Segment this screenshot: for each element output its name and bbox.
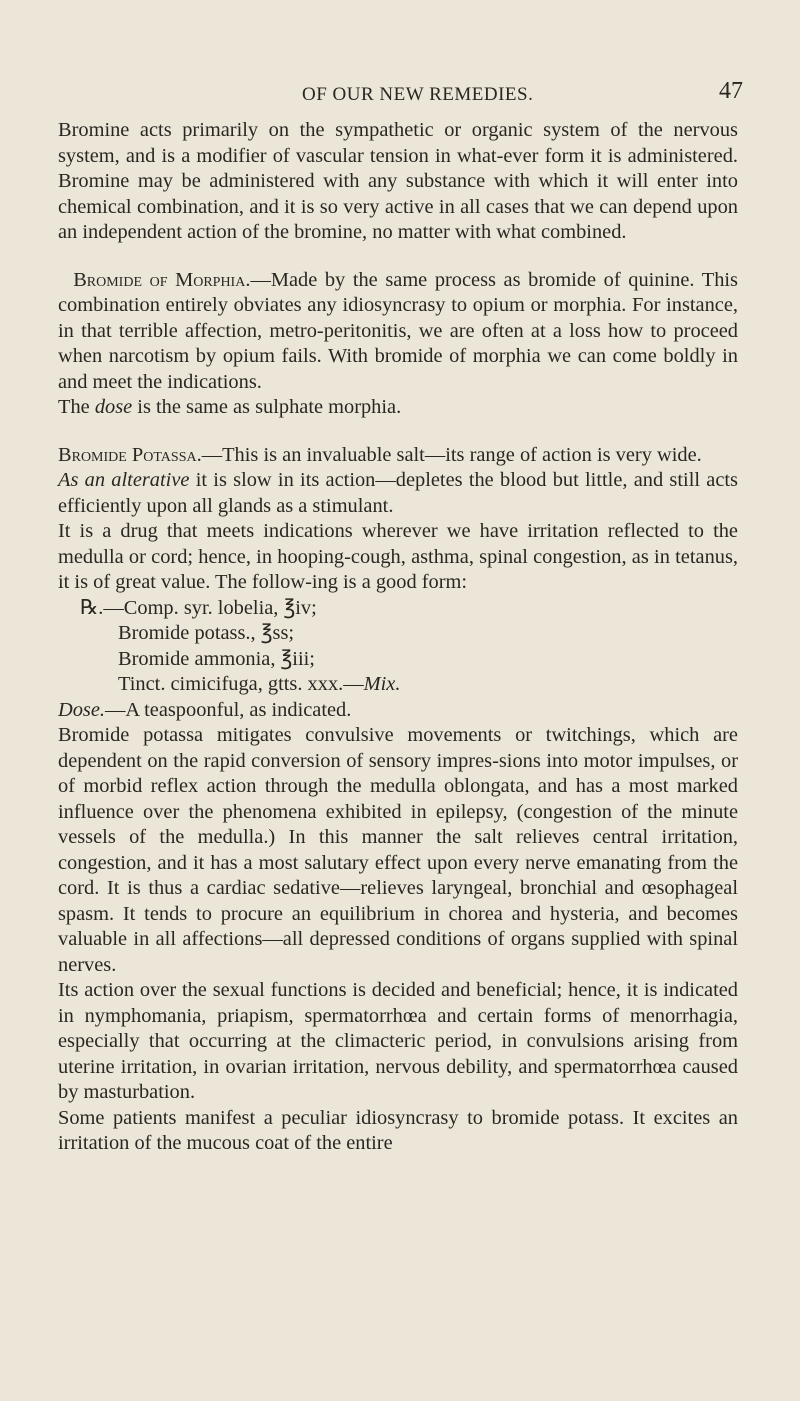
prescription-line-1: ℞.—Comp. syr. lobelia, ℥iv; (80, 596, 317, 619)
paragraph-bromine: Bromine acts primarily on the sympathetic or organic system of the nervous system, and is a modifier of vascular tension in what-ever form it is administered. Bromine may be administered with any substance with which it will enter into chemical combination, and it is so very active in all cases that we can depend upon an independent action of the bromine, no matter with what combined. (58, 119, 738, 243)
prescription-line-3: Bromide ammonia, ℥iii; (118, 647, 315, 670)
morphia-dose-suffix: is the same as sulphate morphia. (132, 396, 402, 418)
running-title: OF OUR NEW REMEDIES. (302, 84, 534, 105)
alterative-text: it is slow in its action—depletes the blood but little, and still acts efficiently upon all glands as a stimulant. (58, 469, 738, 517)
paragraph-alterative (58, 468, 738, 519)
morphia-dose-word: dose (94, 396, 133, 418)
prescription-mix: Mix. (363, 673, 401, 695)
paragraph-sexual: Its action over the sexual functions is decided and beneficial; hence, it is indicated in nymphomania, priapism, spermatorrhœa and certain forms of menorrhagia, especially that occurring at the climacteric period, in convulsions arising from uterine irritation, in ovarian irritation, nervous debility, and spermatorrhœa caused by masturbation. (58, 979, 738, 1103)
body-text (58, 118, 738, 1157)
paragraph-convulsive: Bromide potassa mitigates convulsive movements or twitchings, which are dependent on the rapid conversion of sensory impres-sions into motor impulses, or of morbid reflex action through the medulla oblongata, and has a most marked influence over the phenomena exhibited in epilepsy, (congestion of the minute vessels of the medulla.) In this manner the salt relieves central irritation, congestion, and it has a most salutary effect upon every nerve emanating from the cord. It is thus a cardiac sedative—relieves laryngeal, bronchial and œsophageal spasm. It tends to procure an equilibrium in chorea and hysteria, and becomes valuable in all affections—all depressed conditions of organs supplied with spinal nerves. (58, 724, 738, 976)
paragraph-idiosyncrasy: Some patients manifest a peculiar idiosyncrasy to bromide potass. It excites an irritation of the mucous coat of the entire (58, 1106, 738, 1154)
paragraph-drug: It is a drug that meets indications wherever we have irritation reflected to the medulla or cord; hence, in hooping-cough, asthma, spinal congestion, as in tetanus, it is of great value. The follow-ing is a good form: (58, 520, 738, 593)
page-number: 47 (719, 78, 743, 104)
dose-text: —A teaspoonful, as indicated. (105, 698, 352, 721)
alterative-italic: As an alterative (58, 469, 190, 491)
prescription (58, 596, 738, 698)
dose-label: Dose. (58, 698, 106, 721)
paragraph-bromide-morphia (58, 268, 738, 396)
morphia-text: —Made by the same process as bromide of quinine. This combination entirely obviates any idiosyncrasy to opium or morphia. For instance, in that terrible affection, metro-peritonitis, we are often at a loss how to proceed when narcotism by opium fails. With bromide of morphia we can come boldly in and meet the indications. (58, 268, 738, 393)
potassa-text: —This is an invaluable salt—its range of action is very wide. (201, 443, 702, 466)
prescription-line-4 (80, 672, 738, 698)
paragraph-dose (58, 698, 738, 724)
paragraph-bromide-potassa (58, 443, 738, 469)
heading-bromide-potassa: Bromide Potassa. (58, 443, 202, 466)
paragraph-morphia-dose (58, 395, 738, 421)
morphia-dose-prefix: The (58, 396, 95, 418)
prescription-line-2: Bromide potass., ℥ss; (118, 622, 295, 644)
prescription-line-4-text: Tinct. cimicifuga, gtts. xxx.— (118, 673, 364, 695)
heading-bromide-morphia: Bromide of Morphia. (73, 268, 251, 291)
